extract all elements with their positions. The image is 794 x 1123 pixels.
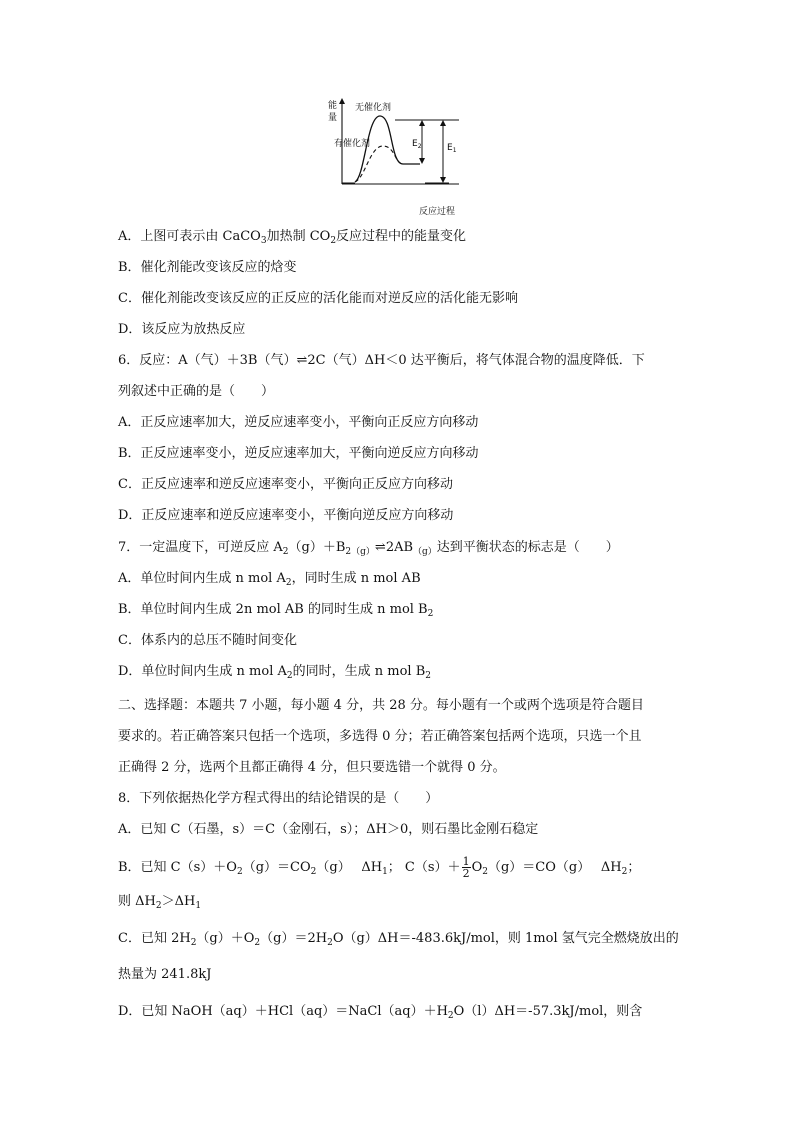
e2-label: $E_2$ xyxy=(412,139,422,150)
section2-instructions-line1: 二、选择题：本题共 7 小题，每小题 4 分，共 28 分。每小题有一个或两个选项是符合题目 xyxy=(118,698,644,713)
q6-stem-line2: 列叙述中正确的是（ ） xyxy=(118,384,275,399)
q6-option-c: C．正反应速率和逆反应速率变小，平衡向正反应方向移动 xyxy=(118,477,453,492)
e1-label: $E_1$ xyxy=(447,143,457,154)
y-axis-label-2: 量 xyxy=(328,113,338,123)
section2-instructions-line2: 要求的。若正确答案只包括一个选项，多选得 0 分；若正确答案包括两个选项，只选一个且 xyxy=(118,729,642,744)
q8-option-b-line1: B．已知 $C(s)+O_2(g)=CO_2(g)$ $\Delta H_1$； C（s）＋ $\frac{1}{2}$ $O_2(g)=CO(g)$ $\Delta H_2$； xyxy=(118,855,641,880)
q6-option-d: D．正反应速率和逆反应速率变小，平衡向逆反应方向移动 xyxy=(118,508,454,523)
e2-arrow-top xyxy=(419,120,425,126)
q5-option-c: C．催化剂能改变该反应的正反应的活化能而对逆反应的活化能无影响 xyxy=(118,291,518,306)
uncatalyzed-curve xyxy=(355,116,420,182)
q5-option-b: B．催化剂能改变该反应的焓变 xyxy=(118,260,297,275)
x-axis-label: 反应过程 xyxy=(419,207,456,216)
q6-option-b: B．正反应速率变小，逆反应速率加大，平衡向逆反应方向移动 xyxy=(118,446,479,461)
q8-option-c-line2: 热量为 241.8kJ xyxy=(118,967,212,982)
q6-option-a: A．正反应速率加大，逆反应速率变小，平衡向正反应方向移动 xyxy=(118,415,479,430)
uncatalyzed-label: 无催化剂 xyxy=(355,103,392,113)
section2-instructions-line3: 正确得 2 分，选两个且都正确得 4 分，但只要选错一个就得 0 分。 xyxy=(118,760,506,775)
q7-option-b: B．单位时间内生成 2n mol AB 的同时生成 n mol $B_2$ xyxy=(118,602,434,619)
q7-stem: 7．一定温度下，可逆反应 $A_2(g)+B_{2(g)}\rightleftharpoons 2AB_{(g)}$达到平衡状态的标志是（ ） xyxy=(118,540,619,557)
catalyzed-label: 有催化剂 xyxy=(334,139,371,149)
e1-arrow-bottom xyxy=(440,177,446,183)
q8-option-a: A．已知 C（石墨，s）＝C（金刚石，s）；ΔH＞0，则石墨比金刚石稳定 xyxy=(118,822,539,837)
e2-arrow-bottom xyxy=(419,158,425,164)
q8-stem: 8．下列依据热化学方程式得出的结论错误的是（ ） xyxy=(118,791,439,806)
y-axis-label-1: 能 xyxy=(328,101,338,111)
q7-option-d: D．单位时间内生成 n mol $A_2$的同时，生成 n mol $B_2$ xyxy=(118,664,432,681)
q6-stem-line1: 6．反应：A（气）＋3B（气）⇌2C（气）ΔH＜0 达平衡后，将气体混合物的温度降低．下 xyxy=(118,353,645,368)
q7-option-a: A．单位时间内生成 n mol $A_2$，同时生成 n mol AB xyxy=(118,571,421,588)
q8-option-b-line2: 则 $\Delta H_2>\Delta H_1$ xyxy=(118,894,202,911)
half-fraction: $\frac{1}{2}$ xyxy=(462,855,470,880)
q8-option-c-line1: C．已知 $2H_2(g)+O_2(g)=2H_2O(g)\Delta H=-483.6kJ$/mol，则 1mol 氢气完全燃烧放出的 xyxy=(118,931,679,948)
q5-option-d: D．该反应为放热反应 xyxy=(118,322,246,337)
y-axis-arrow xyxy=(339,98,345,104)
energy-profile-diagram xyxy=(325,96,465,216)
q5-option-a: A．上图可表示由 CaCO$_3$加热制 $CO_2$反应过程中的能量变化 xyxy=(118,229,467,246)
q8-option-d: D．已知 $NaOH(aq)+HCl(aq)=NaCl(aq)+H_2O(l)\Delta H=-57.3kJ$/mol，则含 xyxy=(118,1004,643,1021)
e1-arrow-top xyxy=(440,120,446,126)
q7-option-c: C．体系内的总压不随时间变化 xyxy=(118,633,297,648)
